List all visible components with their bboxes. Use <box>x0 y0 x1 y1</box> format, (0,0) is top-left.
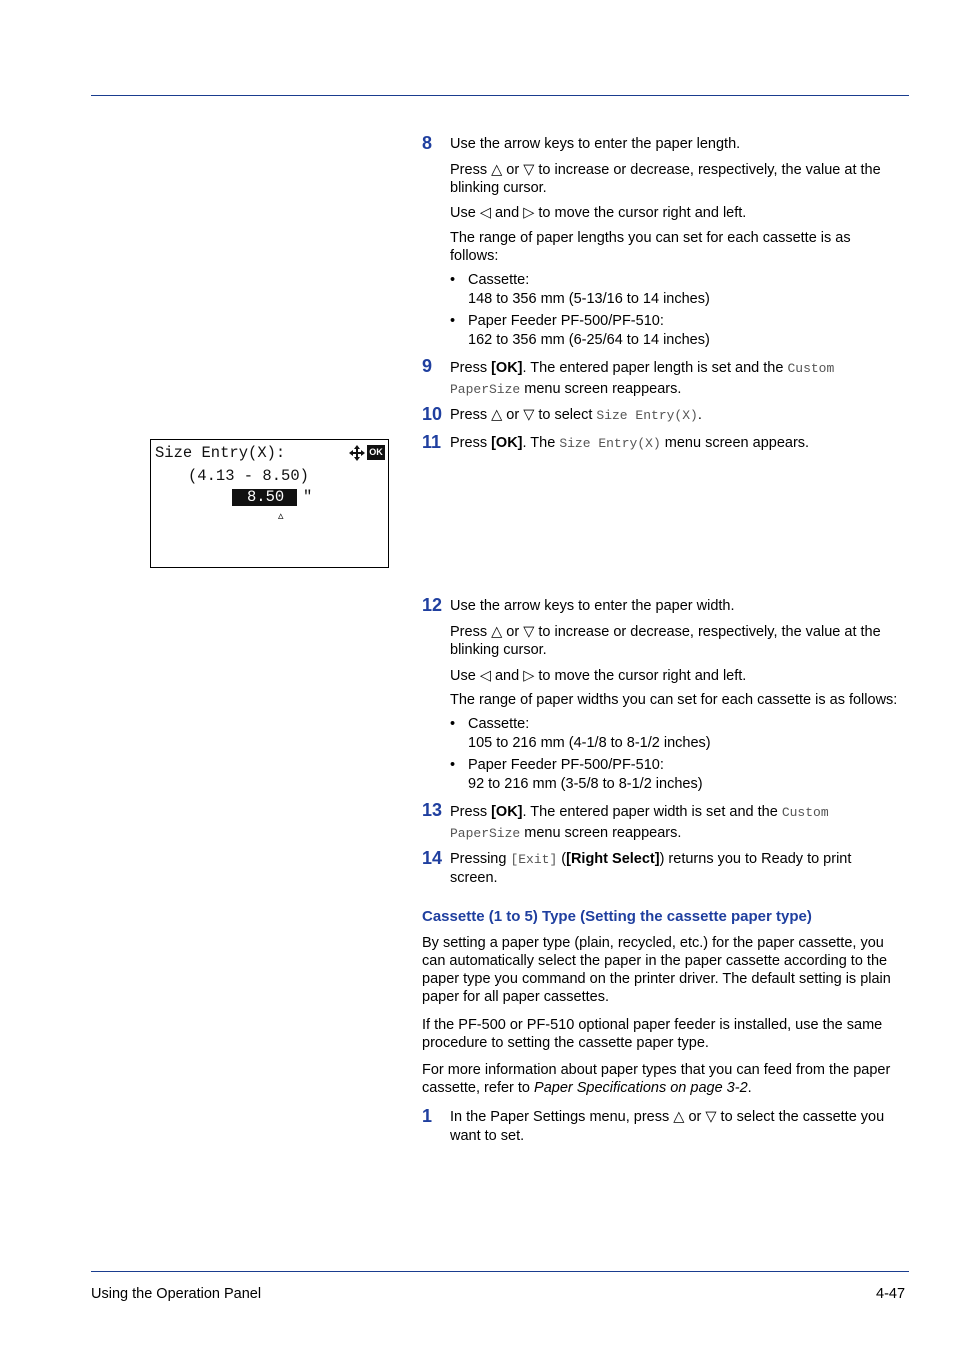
step-number: 14 <box>422 848 443 868</box>
step-text: The range of paper widths you can set for each cassette is as follows: <box>450 692 898 708</box>
step-text: Use ◁ and ▷ to move the cursor right and left. <box>450 205 747 221</box>
paragraph: By setting a paper type (plain, recycled, etc.) for the paper cassette, you can automatically select the paper in the paper cassette according to the paper type you command on the printer driver. The default setting is plain paper for all paper cassettes. <box>422 935 891 1005</box>
step-number: 12 <box>422 595 443 615</box>
step-number: 9 <box>422 356 433 376</box>
page-number: 4-47 <box>876 1286 906 1302</box>
paragraph: For more information about paper types that you can feed from the paper cassette, refer to Paper Specifications on page 3-2. <box>422 1062 891 1096</box>
step-text: Press [OK]. The entered paper width is set and the Custom PaperSize menu screen reappears. <box>450 804 829 841</box>
lcd-value: 8.50 <box>247 488 285 506</box>
footer-rule <box>91 1271 909 1272</box>
step-text: Pressing [Exit] ([Right Select]) returns you to Ready to print screen. <box>450 851 852 886</box>
step-text: Use the arrow keys to enter the paper width. <box>450 598 735 614</box>
step-text: Use the arrow keys to enter the paper length. <box>450 136 741 152</box>
step-text: In the Paper Settings menu, press △ or ▽ to select the cassette you want to set. <box>450 1109 885 1144</box>
step-text: Use ◁ and ▷ to move the cursor right and left. <box>450 668 747 684</box>
step-number: 10 <box>422 404 443 424</box>
lcd-screen <box>150 439 389 568</box>
lcd-unit: " <box>303 488 313 506</box>
step-number: 8 <box>422 133 433 153</box>
lcd-value-field <box>232 489 297 506</box>
ok-icon: OK <box>367 445 385 460</box>
step-text: Press [OK]. The Size Entry(X) menu screen appears. <box>450 435 810 451</box>
arrow-keys-icon <box>348 445 366 461</box>
lcd-range: (4.13 - 8.50) <box>188 467 309 485</box>
step-text: Press △ or ▽ to select Size Entry(X). <box>450 407 702 423</box>
step-text: Press [OK]. The entered paper length is set and the Custom PaperSize menu screen reappears. <box>450 360 835 397</box>
paragraph: If the PF-500 or PF-510 optional paper feeder is installed, use the same procedure to setting the cassette paper type. <box>422 1017 883 1051</box>
section-heading: Cassette (1 to 5) Type (Setting the cassette paper type) <box>422 908 812 925</box>
lcd-title: Size Entry(X): <box>155 444 286 462</box>
cursor-icon: ▵ <box>278 510 284 522</box>
step-text: The range of paper lengths you can set for each cassette is as follows: <box>450 230 851 264</box>
step-number: 1 <box>422 1106 433 1126</box>
cross-reference-link: Paper Specifications on page 3-2 <box>534 1080 748 1096</box>
header-rule <box>91 95 909 96</box>
step-number: 11 <box>422 432 442 452</box>
step-text: Press △ or ▽ to increase or decrease, respectively, the value at the blinking cursor. <box>450 624 881 658</box>
step-text: Press △ or ▽ to increase or decrease, respectively, the value at the blinking cursor. <box>450 162 881 196</box>
step-number: 13 <box>422 800 443 820</box>
footer-title: Using the Operation Panel <box>91 1286 262 1302</box>
